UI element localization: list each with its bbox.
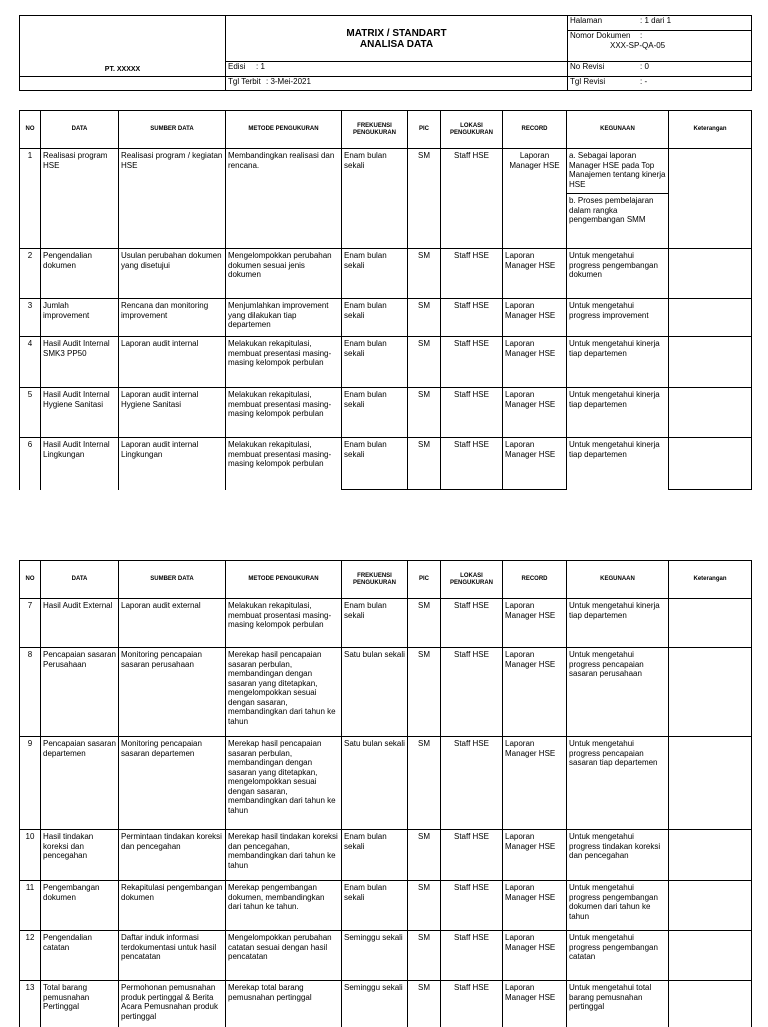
table-row xyxy=(20,149,752,249)
col-lokasi: LOKASI PENGUKURAN xyxy=(441,561,503,599)
cell-metode: Melakukan rekapitulasi, membuat presentasi masing-masing kelompok perbulan xyxy=(226,438,342,490)
cell-record: Laporan Manager HSE xyxy=(503,599,567,648)
cell-frekuensi: Enam bulan sekali xyxy=(342,337,408,388)
cell-lokasi: Staff HSE xyxy=(441,931,503,981)
cell-pic: SM xyxy=(408,830,441,881)
cell-frekuensi: Enam bulan sekali xyxy=(342,149,408,249)
cell-lokasi: Staff HSE xyxy=(441,881,503,931)
cell-metode: Merekap pengembangan dokumen, membandingkan dari tahun ke tahun. xyxy=(226,881,342,931)
cell-sumber: Monitoring pencapaian sasaran perusahaan xyxy=(119,648,226,737)
table-row xyxy=(20,881,752,931)
col-sumber: SUMBER DATA xyxy=(119,111,226,149)
col-no: NO xyxy=(20,111,41,149)
table-row xyxy=(20,737,752,830)
cell-keterangan xyxy=(669,249,752,299)
no-revisi-label: No Revisi xyxy=(570,62,605,71)
cell-frekuensi: Seminggu sekali xyxy=(342,981,408,1027)
cell-kegunaan: Untuk mengetahui progress pencapaian sasaran tiap departemen xyxy=(567,737,669,830)
table-row xyxy=(20,830,752,881)
cell-kegunaan: Untuk mengetahui progress improvement xyxy=(567,299,669,337)
cell-frekuensi: Satu bulan sekali xyxy=(342,648,408,737)
cell-metode: Menjumlahkan improvement yang dilakukan tiap departemen xyxy=(226,299,342,337)
cell-kegunaan: Untuk mengetahui kinerja tiap departemen xyxy=(567,438,669,490)
cell-no: 7 xyxy=(20,599,41,648)
cell-metode: Merekap hasil tindakan koreksi dan pencegahan, membandingkan dari tahun ke tahun xyxy=(226,830,342,881)
cell-pic: SM xyxy=(408,881,441,931)
cell-kegunaan xyxy=(567,149,669,249)
cell-no: 1 xyxy=(20,149,41,249)
cell-sumber: Laporan audit internal Hygiene Sanitasi xyxy=(119,388,226,438)
cell-frekuensi: Enam bulan sekali xyxy=(342,299,408,337)
tgl-revisi-label: Tgl Revisi xyxy=(570,77,606,86)
cell-data: Hasil Audit Internal Hygiene Sanitasi xyxy=(41,388,119,438)
company-spacer xyxy=(20,77,226,91)
cell-data: Pengendalian dokumen xyxy=(41,249,119,299)
cell-record: Laporan Manager HSE xyxy=(503,149,567,249)
col-metode: METODE PENGUKURAN xyxy=(226,111,342,149)
cell-pic: SM xyxy=(408,149,441,249)
kegunaan-b: b. Proses pembelajaran dalam rangka pengembangan SMM xyxy=(567,193,668,225)
nomor-dokumen-cell xyxy=(568,31,752,62)
cell-record: Laporan Manager HSE xyxy=(503,981,567,1027)
cell-pic: SM xyxy=(408,388,441,438)
cell-no: 11 xyxy=(20,881,41,931)
title-line-1: MATRIX / STANDART xyxy=(346,27,447,39)
cell-metode: Mengelompokkan perubahan catatan sesuai dengan hasil pencatatan xyxy=(226,931,342,981)
cell-metode: Membandingkan realisasi dan rencana. xyxy=(226,149,342,249)
cell-metode: Merekap hasil pencapaian sasaran perbulan, membandingan dengan sasaran yang ditetapkan, mengelompokkan sesuai dengan sasaran, membandingkan dari tahun ke tahun xyxy=(226,648,342,737)
cell-metode: Melakukan rekapitulasi, membuat presentasi masing-masing kelompok perbulan xyxy=(226,337,342,388)
cell-pic: SM xyxy=(408,337,441,388)
cell-record: Laporan Manager HSE xyxy=(503,337,567,388)
kegunaan-a: a. Sebagai laporan Manager HSE pada Top Manajemen tentang kinerja HSE xyxy=(569,151,666,189)
cell-lokasi: Staff HSE xyxy=(441,981,503,1027)
table-row xyxy=(20,249,752,299)
cell-frekuensi: Enam bulan sekali xyxy=(342,599,408,648)
cell-lokasi: Staff HSE xyxy=(441,299,503,337)
tgl-terbit-cell xyxy=(226,77,568,91)
cell-sumber: Rencana dan monitoring improvement xyxy=(119,299,226,337)
cell-no: 5 xyxy=(20,388,41,438)
cell-sumber: Realisasi program / kegiatan HSE xyxy=(119,149,226,249)
cell-data: Hasil tindakan koreksi dan pencegahan xyxy=(41,830,119,881)
cell-record: Laporan Manager HSE xyxy=(503,881,567,931)
col-keterangan: Keterangan xyxy=(669,561,752,599)
cell-frekuensi: Enam bulan sekali xyxy=(342,881,408,931)
cell-no: 13 xyxy=(20,981,41,1027)
cell-pic: SM xyxy=(408,438,441,490)
tgl-revisi-value: : - xyxy=(640,77,648,86)
col-keterangan: Keterangan xyxy=(669,111,752,149)
cell-lokasi: Staff HSE xyxy=(441,337,503,388)
cell-no: 6 xyxy=(20,438,41,490)
cell-data: Hasil Audit Internal Lingkungan xyxy=(41,438,119,490)
table-row xyxy=(20,981,752,1027)
cell-keterangan xyxy=(669,931,752,981)
cell-keterangan xyxy=(669,830,752,881)
title-line-2: ANALISA DATA xyxy=(359,38,434,50)
cell-kegunaan: Untuk mengetahui progress pencapaian sasaran perusahaan xyxy=(567,648,669,737)
cell-lokasi: Staff HSE xyxy=(441,249,503,299)
no-revisi-cell xyxy=(568,62,752,77)
cell-sumber: Rekapitulasi pengembangan dokumen xyxy=(119,881,226,931)
table-row xyxy=(20,388,752,438)
cell-keterangan xyxy=(669,737,752,830)
cell-metode: Melakukan rekapitulasi, membuat presentasi masing-masing kelompok perbulan xyxy=(226,388,342,438)
cell-frekuensi: Enam bulan sekali xyxy=(342,830,408,881)
nomor-label: Nomor Dokumen xyxy=(570,31,631,40)
document-title xyxy=(226,16,568,62)
cell-kegunaan: Untuk mengetahui progress pengembangan catatan xyxy=(567,931,669,981)
cell-no: 9 xyxy=(20,737,41,830)
col-frekuensi: FREKUENSI PENGUKURAN xyxy=(342,561,408,599)
cell-lokasi: Staff HSE xyxy=(441,599,503,648)
col-no: NO xyxy=(20,561,41,599)
table-row xyxy=(20,648,752,737)
cell-keterangan xyxy=(669,881,752,931)
cell-pic: SM xyxy=(408,981,441,1027)
cell-no: 10 xyxy=(20,830,41,881)
cell-record: Laporan Manager HSE xyxy=(503,388,567,438)
cell-frekuensi: Enam bulan sekali xyxy=(342,249,408,299)
cell-sumber: Permintaan tindakan koreksi dan pencegahan xyxy=(119,830,226,881)
cell-pic: SM xyxy=(408,599,441,648)
cell-pic: SM xyxy=(408,249,441,299)
cell-data: Pengendalian catatan xyxy=(41,931,119,981)
nomor-value: XXX-SP-QA-05 xyxy=(610,41,666,50)
cell-lokasi: Staff HSE xyxy=(441,830,503,881)
cell-sumber: Laporan audit internal Lingkungan xyxy=(119,438,226,490)
cell-kegunaan: Untuk mengetahui kinerja tiap departemen xyxy=(567,337,669,388)
cell-metode: Merekap hasil pencapaian sasaran perbulan, membandingan dengan sasaran yang ditetapkan, mengelompokkan sesuai dengan sasaran, membandingkan dari tahun ke tahun xyxy=(226,737,342,830)
col-kegunaan: KEGUNAAN xyxy=(567,111,669,149)
table-row xyxy=(20,438,752,490)
table-header-row xyxy=(20,111,752,149)
halaman-cell xyxy=(568,16,752,31)
cell-no: 2 xyxy=(20,249,41,299)
edisi-value: : 1 xyxy=(256,62,265,71)
cell-lokasi: Staff HSE xyxy=(441,149,503,249)
table-row xyxy=(20,299,752,337)
col-pic: PIC xyxy=(408,111,441,149)
cell-lokasi: Staff HSE xyxy=(441,737,503,830)
cell-sumber: Laporan audit external xyxy=(119,599,226,648)
analysis-table-2 xyxy=(19,560,752,1027)
company-name: PT. XXXXX xyxy=(20,16,226,77)
document-header xyxy=(19,15,752,91)
cell-sumber: Daftar induk informasi terdokumentasi untuk hasil pencatatan xyxy=(119,931,226,981)
table-row xyxy=(20,337,752,388)
cell-lokasi: Staff HSE xyxy=(441,388,503,438)
col-data: DATA xyxy=(41,111,119,149)
cell-pic: SM xyxy=(408,737,441,830)
cell-no: 12 xyxy=(20,931,41,981)
cell-frekuensi: Satu bulan sekali xyxy=(342,737,408,830)
cell-metode: Mengelompokkan perubahan dokumen sesuai jenis dokumen xyxy=(226,249,342,299)
halaman-label: Halaman xyxy=(570,16,603,25)
cell-keterangan xyxy=(669,648,752,737)
edisi-cell xyxy=(226,62,568,77)
cell-record: Laporan Manager HSE xyxy=(503,830,567,881)
cell-kegunaan: Untuk mengetahui progress pengembangan dokumen xyxy=(567,249,669,299)
col-record: RECORD xyxy=(503,111,567,149)
cell-record: Laporan Manager HSE xyxy=(503,931,567,981)
halaman-value: : 1 dari 1 xyxy=(640,16,672,25)
cell-record: Laporan Manager HSE xyxy=(503,438,567,490)
cell-pic: SM xyxy=(408,648,441,737)
cell-keterangan xyxy=(669,149,752,249)
col-pic: PIC xyxy=(408,561,441,599)
cell-data: Pencapaian sasaran departemen xyxy=(41,737,119,830)
cell-data: Pencapaian sasaran Perusahaan xyxy=(41,648,119,737)
cell-data: Total barang pemusnahan Pertinggal xyxy=(41,981,119,1027)
cell-data: Hasil Audit External xyxy=(41,599,119,648)
cell-sumber: Permohonan pemusnahan produk pertinggal & Berita Acara Pemusnahan produk pertinggal xyxy=(119,981,226,1027)
cell-kegunaan: Untuk mengetahui progress tindakan koreksi dan pencegahan xyxy=(567,830,669,881)
col-lokasi: LOKASI PENGUKURAN xyxy=(441,111,503,149)
cell-frekuensi: Seminggu sekali xyxy=(342,931,408,981)
edisi-label: Edisi xyxy=(228,62,246,71)
col-frekuensi: FREKUENSI PENGUKURAN xyxy=(342,111,408,149)
cell-record: Laporan Manager HSE xyxy=(503,737,567,830)
cell-sumber: Usulan perubahan dokumen yang disetujui xyxy=(119,249,226,299)
cell-kegunaan: Untuk mengetahui kinerja tiap departemen xyxy=(567,599,669,648)
cell-keterangan xyxy=(669,438,752,490)
nomor-colon: : xyxy=(640,31,643,40)
table-header-row xyxy=(20,561,752,599)
cell-keterangan xyxy=(669,388,752,438)
cell-sumber: Monitoring pencapaian sasaran departemen xyxy=(119,737,226,830)
cell-keterangan xyxy=(669,337,752,388)
col-data: DATA xyxy=(41,561,119,599)
cell-no: 4 xyxy=(20,337,41,388)
cell-frekuensi: Enam bulan sekali xyxy=(342,438,408,490)
cell-kegunaan: Untuk mengetahui progress pengembangan dokumen dari tahun ke tahun xyxy=(567,881,669,931)
table-row xyxy=(20,599,752,648)
tgl-revisi-cell xyxy=(568,77,752,91)
cell-lokasi: Staff HSE xyxy=(441,438,503,490)
cell-kegunaan: Untuk mengetahui total barang pemusnahan pertinggal xyxy=(567,981,669,1027)
cell-no: 8 xyxy=(20,648,41,737)
cell-keterangan xyxy=(669,299,752,337)
cell-metode: Merekap total barang pemusnahan pertinggal xyxy=(226,981,342,1027)
tgl-terbit-label: Tgl Terbit xyxy=(228,77,261,86)
table-row xyxy=(20,931,752,981)
cell-metode: Melakukan rekapitulasi, membuat prosentasi masing-masing kelompok perbulan xyxy=(226,599,342,648)
cell-kegunaan: Untuk mengetahui kinerja tiap departemen xyxy=(567,388,669,438)
cell-keterangan xyxy=(669,981,752,1027)
cell-data: Pengembangan dokumen xyxy=(41,881,119,931)
no-revisi-value: : 0 xyxy=(640,62,649,71)
cell-record: Laporan Manager HSE xyxy=(503,648,567,737)
col-sumber: SUMBER DATA xyxy=(119,561,226,599)
cell-data: Realisasi program HSE xyxy=(41,149,119,249)
cell-record: Laporan Manager HSE xyxy=(503,249,567,299)
col-kegunaan: KEGUNAAN xyxy=(567,561,669,599)
cell-frekuensi: Enam bulan sekali xyxy=(342,388,408,438)
cell-data: Jumlah improvement xyxy=(41,299,119,337)
cell-sumber: Laporan audit internal xyxy=(119,337,226,388)
cell-pic: SM xyxy=(408,299,441,337)
cell-keterangan xyxy=(669,599,752,648)
col-metode: METODE PENGUKURAN xyxy=(226,561,342,599)
cell-no: 3 xyxy=(20,299,41,337)
cell-lokasi: Staff HSE xyxy=(441,648,503,737)
analysis-table-1 xyxy=(19,110,752,490)
cell-record: Laporan Manager HSE xyxy=(503,299,567,337)
tgl-terbit-value: : 3-Mei-2021 xyxy=(266,77,311,86)
cell-data: Hasil Audit Internal SMK3 PP50 xyxy=(41,337,119,388)
cell-pic: SM xyxy=(408,931,441,981)
col-record: RECORD xyxy=(503,561,567,599)
